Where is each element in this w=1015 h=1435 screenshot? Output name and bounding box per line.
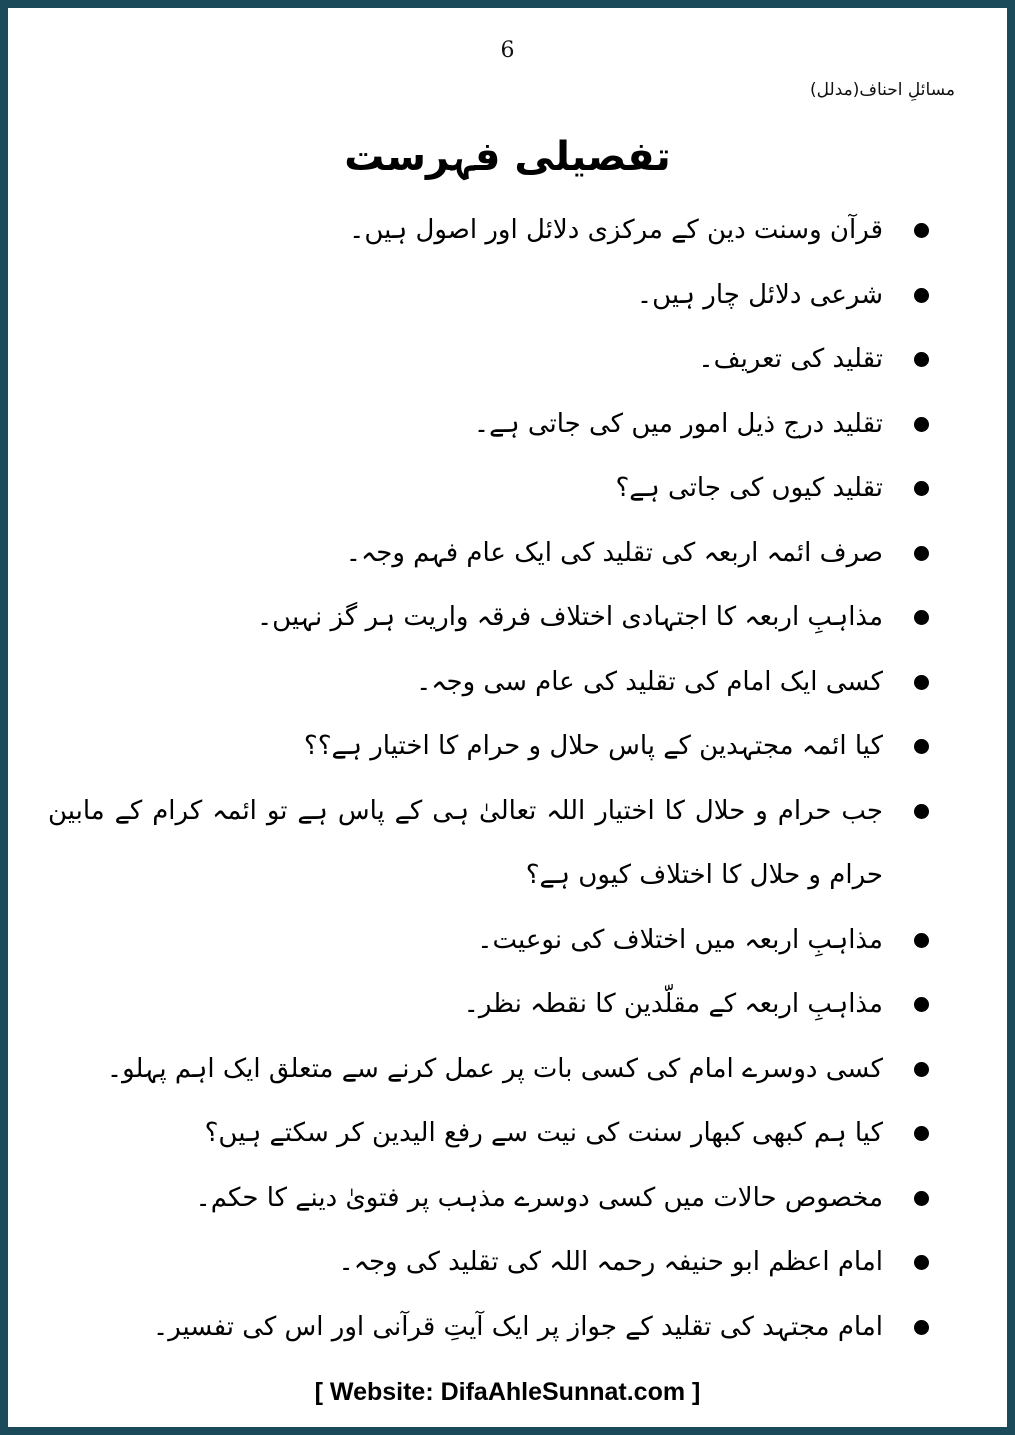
toc-item	[48, 779, 929, 908]
bullet-icon	[914, 546, 929, 561]
bullet-icon	[914, 1062, 929, 1077]
bullet-icon	[914, 675, 929, 690]
toc-item-text: مذاہبِ اربعہ کے مقلّدین کا نقطہ نظر۔	[463, 989, 883, 1019]
bullet-icon	[914, 223, 929, 238]
toc-item	[48, 908, 929, 973]
page-number: 6	[500, 38, 515, 63]
bullet-icon	[914, 997, 929, 1012]
bullet-icon	[914, 610, 929, 625]
toc-item	[48, 650, 929, 715]
bullet-icon	[914, 1126, 929, 1141]
toc-item-text: مذاہبِ اربعہ کا اجتہادی اختلاف فرقہ واریت ہر گز نہیں۔	[256, 602, 883, 632]
toc-item-text: تقلید درج ذیل امور میں کی جاتی ہے۔	[473, 408, 883, 439]
toc-item	[48, 1101, 929, 1166]
page-title: تفصیلی فہرست	[344, 134, 671, 180]
bullet-icon	[914, 804, 929, 819]
running-header: مسائلِ احناف(مدلل)	[810, 80, 955, 100]
toc-item	[48, 392, 929, 457]
website-footer: [ Website: DifaAhleSunnat.com ]	[314, 1378, 701, 1406]
table-of-contents	[48, 198, 929, 1359]
bullet-icon	[914, 352, 929, 367]
toc-item-text: شرعی دلائل چار ہیں۔	[636, 279, 883, 310]
bullet-icon	[914, 739, 929, 754]
toc-item	[48, 521, 929, 586]
toc-item	[48, 1037, 929, 1102]
toc-item	[48, 1295, 929, 1360]
toc-item	[48, 198, 929, 263]
bullet-icon	[914, 1255, 929, 1270]
bullet-icon	[914, 933, 929, 948]
toc-item-text: کسی دوسرے امام کی کسی بات پر عمل کرنے سے متعلق ایک اہم پہلو۔	[106, 1053, 883, 1084]
toc-item-text: تقلید کیوں کی جاتی ہے؟	[615, 473, 883, 503]
toc-item-text: صرف ائمہ اربعہ کی تقلید کی ایک عام فہم وجہ۔	[345, 537, 883, 568]
toc-item	[48, 1166, 929, 1231]
bullet-icon	[914, 1320, 929, 1335]
toc-item-text: کیا ائمہ مجتہدین کے پاس حلال و حرام کا اختیار ہے؟؟	[303, 731, 883, 761]
toc-item-text: جب حرام و حلال کا اختیار اللہ تعالیٰ ہی کے پاس ہے تو ائمہ کرام کے مابین حرام و حلال کا اختلاف کیوں ہے؟	[48, 795, 883, 890]
toc-item-text: امام اعظم ابو حنیفہ رحمہ اللہ کی تقلید کی وجہ۔	[338, 1247, 883, 1277]
toc-item-text: مخصوص حالات میں کسی دوسرے مذہب پر فتویٰ دینے کا حکم۔	[195, 1182, 883, 1213]
toc-item-text: امام مجتہد کی تقلید کے جواز پر ایک آیتِ قرآنی اور اس کی تفسیر۔	[152, 1311, 883, 1342]
bullet-icon	[914, 288, 929, 303]
toc-item-text: مذاہبِ اربعہ میں اختلاف کی نوعیت۔	[477, 924, 883, 955]
toc-item-text: قرآن وسنت دین کے مرکزی دلائل اور اصول ہیں۔	[349, 215, 883, 245]
toc-item	[48, 327, 929, 392]
toc-item-text: کسی ایک امام کی تقلید کی عام سی وجہ۔	[416, 666, 883, 697]
toc-item-text: تقلید کی تعریف۔	[698, 344, 883, 374]
toc-item	[48, 263, 929, 328]
bullet-icon	[914, 481, 929, 496]
toc-item	[48, 456, 929, 521]
toc-item	[48, 714, 929, 779]
toc-item	[48, 585, 929, 650]
bullet-icon	[914, 1191, 929, 1206]
toc-item-text: کیا ہم کبھی کبھار سنت کی نیت سے رفع الیدین کر سکتے ہیں؟	[204, 1118, 883, 1148]
toc-item	[48, 972, 929, 1037]
bullet-icon	[914, 417, 929, 432]
document-page	[8, 8, 1007, 1427]
toc-item	[48, 1230, 929, 1295]
